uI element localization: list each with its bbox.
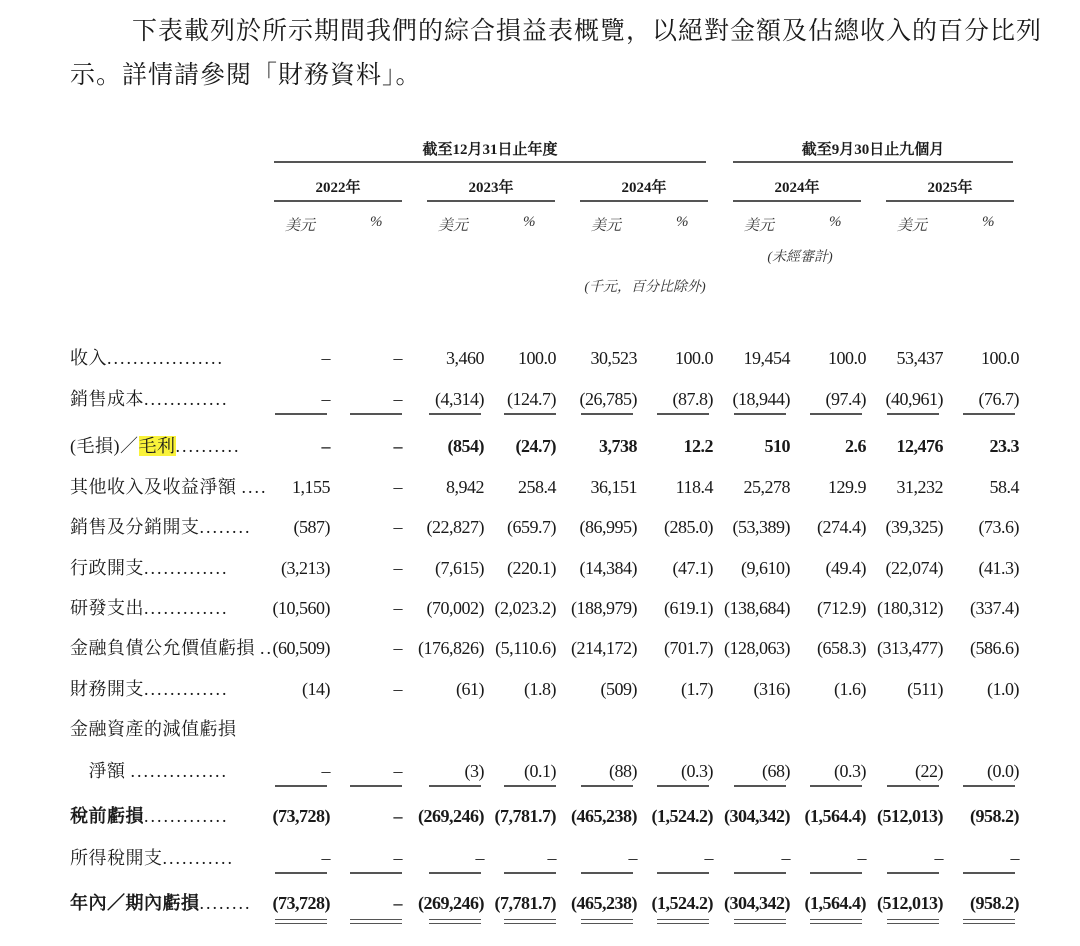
cell-9m2025-usd: (180,312)	[877, 598, 943, 618]
subtotal-rule	[504, 872, 556, 874]
row-label: 財務開支.............	[70, 679, 229, 699]
cell-2024-usd: (86,995)	[579, 517, 637, 537]
cell-2023-usd: (22,827)	[426, 517, 484, 537]
cell-9m2024-pct: (49.4)	[825, 558, 866, 578]
cell-2022-pct: –	[393, 679, 402, 699]
subheader-pct: %	[523, 214, 536, 230]
cell-9m2025-pct: 100.0	[981, 348, 1019, 368]
cell-2022-pct: –	[393, 638, 402, 658]
cell-2022-pct: –	[393, 806, 402, 826]
subtotal-rule	[810, 785, 862, 787]
cell-2022-usd: (10,560)	[272, 598, 330, 618]
total-double-rule	[581, 919, 633, 924]
cell-9m2025-pct: 58.4	[989, 477, 1019, 497]
cell-2022-usd: –	[321, 848, 330, 868]
cell-2024-pct: 12.2	[683, 436, 713, 456]
table-row-rnd-expenses	[0, 594, 1080, 634]
period-header-2023: 2023年	[468, 180, 514, 196]
subtotal-rule	[887, 413, 939, 415]
cell-2022-pct: –	[393, 893, 402, 913]
cell-2022-usd: –	[321, 389, 330, 409]
table-row-selling-expenses	[0, 513, 1080, 553]
subheader-usd: 美元	[591, 218, 622, 234]
row-label: (毛損)／毛利..........	[70, 436, 241, 456]
cell-2022-usd: (73,728)	[272, 893, 330, 913]
cell-2022-pct: –	[393, 848, 402, 868]
subtotal-rule	[581, 785, 633, 787]
cell-2022-pct: –	[393, 348, 402, 368]
cell-2024-pct: (0.3)	[681, 761, 713, 781]
cell-2024-usd: (465,238)	[571, 806, 637, 826]
subtotal-rule	[275, 413, 327, 415]
cell-9m2024-usd: (316)	[753, 679, 790, 699]
row-label: 所得稅開支...........	[70, 848, 234, 868]
cell-9m2024-pct: (1,564.4)	[804, 893, 866, 913]
cell-2024-pct: (87.8)	[672, 389, 713, 409]
intro-line-1: 下表載列於所示期間我們的綜合損益表概覽，以絕對金額及佔總收入的百分比列	[132, 18, 1043, 45]
highlighted-text: 毛利	[138, 436, 176, 456]
cell-9m2024-pct: (1,564.4)	[804, 806, 866, 826]
table-row-finance-costs	[0, 675, 1080, 715]
subtotal-rule	[657, 872, 709, 874]
subtotal-rule	[581, 413, 633, 415]
cell-2023-pct: (5,110.6)	[495, 638, 556, 658]
cell-2023-usd: (269,246)	[418, 893, 484, 913]
row-label: 收入..................	[70, 348, 224, 368]
cell-9m2024-pct: –	[857, 848, 866, 868]
cell-2022-usd: 1,155	[292, 477, 330, 497]
cell-2023-usd: (176,826)	[418, 638, 484, 658]
cell-2024-usd: 36,151	[590, 477, 637, 497]
cell-9m2025-pct: (73.6)	[978, 517, 1019, 537]
cell-2024-pct: –	[704, 848, 713, 868]
cell-9m2024-usd: (304,342)	[724, 893, 790, 913]
cell-2024-pct: (619.1)	[664, 598, 713, 618]
cell-2022-pct: –	[393, 389, 402, 409]
period-rule	[886, 200, 1014, 202]
cell-9m2025-usd: (22)	[915, 761, 943, 781]
cell-2024-usd: (88)	[609, 761, 637, 781]
cell-9m2024-pct: 2.6	[845, 436, 866, 456]
total-double-rule	[887, 919, 939, 924]
cell-2023-pct: (1.8)	[524, 679, 556, 699]
subtotal-rule	[963, 413, 1015, 415]
cell-2023-usd: (269,246)	[418, 806, 484, 826]
row-label: 銷售成本.............	[70, 389, 229, 409]
cell-2024-usd: (26,785)	[579, 389, 637, 409]
cell-2023-pct: (659.7)	[507, 517, 556, 537]
cell-2023-pct: (124.7)	[507, 389, 556, 409]
cell-9m2025-pct: (0.0)	[987, 761, 1019, 781]
subtotal-rule	[504, 785, 556, 787]
subtotal-rule	[734, 872, 786, 874]
period-rule	[427, 200, 555, 202]
subtotal-rule	[734, 413, 786, 415]
subtotal-rule	[734, 785, 786, 787]
cell-2023-usd: (61)	[456, 679, 484, 699]
cell-2024-pct: (1,524.2)	[651, 893, 713, 913]
cell-2022-pct: –	[393, 477, 402, 497]
subtotal-rule	[963, 785, 1015, 787]
cell-9m2024-usd: (53,389)	[732, 517, 790, 537]
cell-2023-usd: –	[475, 848, 484, 868]
subheader-usd: 美元	[285, 218, 316, 234]
total-double-rule	[963, 919, 1015, 924]
subtotal-rule	[350, 872, 402, 874]
cell-9m2025-usd: –	[934, 848, 943, 868]
cell-9m2024-pct: (658.3)	[817, 638, 866, 658]
total-double-rule	[504, 919, 556, 924]
cell-9m2025-usd: (40,961)	[885, 389, 943, 409]
cell-9m2025-usd: (22,074)	[885, 558, 943, 578]
cell-2022-pct: –	[393, 558, 402, 578]
subtotal-rule	[275, 785, 327, 787]
cell-2023-usd: 3,460	[446, 348, 484, 368]
cell-9m2025-usd: (512,013)	[877, 893, 943, 913]
subheader-usd: 美元	[438, 218, 469, 234]
row-label: 銷售及分銷開支........	[70, 517, 252, 537]
table-row-loss-before-tax	[0, 802, 1080, 842]
row-label: 淨額 ...............	[70, 761, 228, 781]
subtotal-rule	[963, 872, 1015, 874]
subtotal-rule	[887, 872, 939, 874]
table-row-other-income	[0, 473, 1080, 513]
cell-2024-usd: (465,238)	[571, 893, 637, 913]
subtotal-rule	[275, 872, 327, 874]
subtotal-rule	[429, 785, 481, 787]
cell-2022-usd: (14)	[302, 679, 330, 699]
cell-9m2024-usd: (304,342)	[724, 806, 790, 826]
group-header-rule	[274, 161, 706, 163]
subtotal-rule	[581, 872, 633, 874]
cell-2023-pct: (0.1)	[524, 761, 556, 781]
subheader-pct: %	[829, 214, 842, 230]
cell-9m2024-usd: (9,610)	[741, 558, 790, 578]
table-row-income-tax	[0, 844, 1080, 884]
cell-2024-pct: (285.0)	[664, 517, 713, 537]
cell-9m2025-usd: (39,325)	[885, 517, 943, 537]
row-label: 金融資產的減值虧損	[70, 719, 237, 739]
cell-2024-pct: 118.4	[675, 477, 713, 497]
subtotal-rule	[810, 872, 862, 874]
subtotal-rule	[350, 785, 402, 787]
cell-9m2024-usd: (138,684)	[724, 598, 790, 618]
cell-2024-pct: (701.7)	[664, 638, 713, 658]
group-header-fiscal-year: 截至12月31日止年度	[422, 142, 558, 158]
subheader-usd: 美元	[897, 218, 928, 234]
cell-9m2024-usd: (68)	[762, 761, 790, 781]
cell-9m2024-pct: 129.9	[828, 477, 866, 497]
period-header-2025-9m: 2025年	[927, 180, 973, 196]
row-label: 其他收入及收益淨額 ....	[70, 477, 268, 497]
cell-9m2024-pct: (1.6)	[834, 679, 866, 699]
cell-9m2025-usd: (512,013)	[877, 806, 943, 826]
cell-2022-usd: –	[321, 761, 330, 781]
cell-9m2025-usd: 31,232	[896, 477, 943, 497]
cell-2023-usd: 8,942	[446, 477, 484, 497]
table-row-admin-expenses	[0, 554, 1080, 594]
total-double-rule	[734, 919, 786, 924]
cell-2024-pct: (1,524.2)	[651, 806, 713, 826]
cell-9m2024-pct: (712.9)	[817, 598, 866, 618]
period-rule	[580, 200, 708, 202]
total-double-rule	[429, 919, 481, 924]
cell-2022-usd: –	[321, 436, 330, 456]
cell-2024-usd: 30,523	[590, 348, 637, 368]
table-row-fv-loss	[0, 634, 1080, 674]
cell-2024-pct: 100.0	[675, 348, 713, 368]
subtotal-rule	[657, 413, 709, 415]
cell-9m2025-pct: (586.6)	[970, 638, 1019, 658]
cell-2023-pct: (7,781.7)	[494, 893, 556, 913]
cell-2023-pct: (2,023.2)	[494, 598, 556, 618]
cell-9m2024-pct: (0.3)	[834, 761, 866, 781]
cell-2024-usd: (214,172)	[571, 638, 637, 658]
cell-2022-usd: (3,213)	[281, 558, 330, 578]
period-header-2022: 2022年	[315, 180, 361, 196]
cell-2023-usd: (854)	[447, 436, 484, 456]
cell-2024-usd: (188,979)	[571, 598, 637, 618]
cell-2022-usd: –	[321, 348, 330, 368]
period-rule	[274, 200, 402, 202]
cell-2023-pct: (220.1)	[507, 558, 556, 578]
cell-2023-pct: 100.0	[518, 348, 556, 368]
period-header-2024-9m: 2024年	[774, 180, 820, 196]
cell-2024-pct: (1.7)	[681, 679, 713, 699]
cell-2023-usd: (4,314)	[435, 389, 484, 409]
cell-9m2024-usd: 25,278	[743, 477, 790, 497]
cell-9m2024-usd: –	[781, 848, 790, 868]
intro-paragraph	[70, 10, 1050, 98]
row-label: 稅前虧損.............	[70, 806, 229, 826]
cell-9m2025-usd: (511)	[907, 679, 943, 699]
subheader-usd: 美元	[744, 218, 775, 234]
cell-9m2025-pct: 23.3	[989, 436, 1019, 456]
cell-9m2025-pct: (337.4)	[970, 598, 1019, 618]
subheader-pct: %	[370, 214, 383, 230]
cell-9m2024-usd: (18,944)	[732, 389, 790, 409]
cell-2023-pct: (7,781.7)	[494, 806, 556, 826]
cell-2023-usd: (7,615)	[435, 558, 484, 578]
unaudited-note: (未經審計)	[767, 250, 833, 265]
table-row-impairment-net	[0, 757, 1080, 797]
cell-9m2024-pct: (97.4)	[825, 389, 866, 409]
total-double-rule	[657, 919, 709, 924]
cell-2024-usd: –	[628, 848, 637, 868]
subtotal-rule	[504, 413, 556, 415]
cell-2023-pct: 258.4	[518, 477, 556, 497]
cell-2023-pct: (24.7)	[515, 436, 556, 456]
total-double-rule	[810, 919, 862, 924]
cell-2022-usd: (60,509)	[272, 638, 330, 658]
table-row-cost-of-sales	[0, 385, 1080, 425]
cell-2022-usd: (73,728)	[272, 806, 330, 826]
cell-2024-pct: (47.1)	[672, 558, 713, 578]
cell-9m2025-pct: (41.3)	[978, 558, 1019, 578]
row-label: 年內／期內虧損........	[70, 893, 252, 913]
group-header-rule	[733, 161, 1013, 163]
cell-2023-usd: (70,002)	[426, 598, 484, 618]
cell-2022-pct: –	[393, 598, 402, 618]
group-header-nine-months: 截至9月30日止九個月	[801, 142, 945, 158]
subtotal-rule	[887, 785, 939, 787]
cell-2024-usd: (509)	[600, 679, 637, 699]
total-double-rule	[350, 919, 402, 924]
cell-9m2025-pct: (958.2)	[970, 806, 1019, 826]
table-row-impairment-heading	[0, 715, 1080, 755]
cell-9m2024-usd: 510	[764, 436, 790, 456]
cell-9m2025-pct: (958.2)	[970, 893, 1019, 913]
cell-9m2025-usd: (313,477)	[877, 638, 943, 658]
cell-9m2025-pct: (1.0)	[987, 679, 1019, 699]
cell-2023-usd: (3)	[464, 761, 484, 781]
cell-2022-pct: –	[393, 761, 402, 781]
table-row-gross-profit	[0, 432, 1080, 472]
total-double-rule	[275, 919, 327, 924]
subheader-pct: %	[676, 214, 689, 230]
row-label: 金融負債公允價值虧損 ..	[70, 638, 273, 658]
cell-9m2025-pct: –	[1010, 848, 1019, 868]
cell-9m2025-usd: 53,437	[896, 348, 943, 368]
unit-note: (千元，百分比除外)	[584, 280, 706, 295]
cell-9m2024-usd: (128,063)	[724, 638, 790, 658]
cell-2022-pct: –	[393, 517, 402, 537]
cell-2024-usd: (14,384)	[579, 558, 637, 578]
subtotal-rule	[657, 785, 709, 787]
subtotal-rule	[810, 413, 862, 415]
cell-9m2024-pct: (274.4)	[817, 517, 866, 537]
period-header-2024-fy: 2024年	[621, 180, 667, 196]
row-label: 研發支出.............	[70, 598, 229, 618]
subtotal-rule	[350, 413, 402, 415]
subheader-pct: %	[982, 214, 995, 230]
table-row-revenue	[0, 344, 1080, 384]
period-rule	[733, 200, 861, 202]
intro-line-2: 示。詳情請參閱「財務資料」。	[70, 62, 422, 89]
cell-2022-usd: (587)	[293, 517, 330, 537]
subtotal-rule	[429, 413, 481, 415]
cell-9m2025-pct: (76.7)	[978, 389, 1019, 409]
cell-9m2025-usd: 12,476	[896, 436, 943, 456]
cell-2022-pct: –	[393, 436, 402, 456]
cell-9m2024-usd: 19,454	[743, 348, 790, 368]
cell-9m2024-pct: 100.0	[828, 348, 866, 368]
row-label: 行政開支.............	[70, 558, 229, 578]
cell-2023-pct: –	[547, 848, 556, 868]
cell-2024-usd: 3,738	[599, 436, 637, 456]
subtotal-rule	[429, 872, 481, 874]
